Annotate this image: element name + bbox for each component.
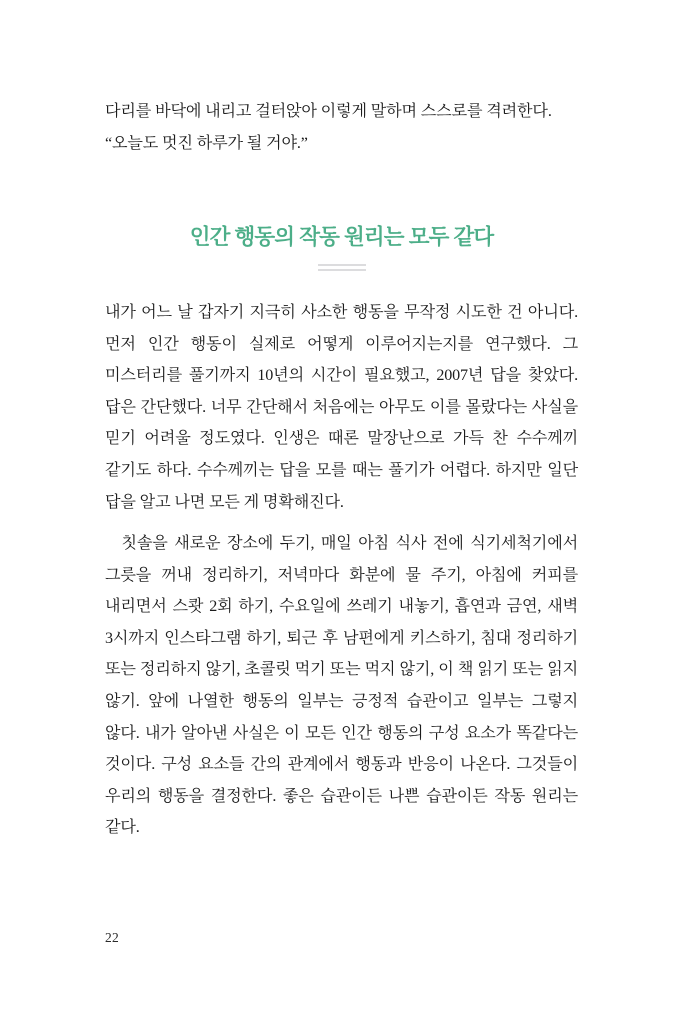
rule-line-bottom: [318, 269, 366, 271]
section-title: 인간 행동의 작동 원리는 모두 같다: [189, 225, 494, 249]
opening-paragraph: [105, 96, 578, 159]
section-heading-block: [105, 224, 578, 271]
body-paragraph-1: 내가 어느 날 갑자기 지극히 사소한 행동을 무작정 시도한 건 아니다. 먼저 인간 행동이 실제로 어떻게 이루어지는지를 연구했다. 그 미스터리를 풀기까지 10년의 시간이 필요했고, 2007년 답을 찾았다. 답은 간단했다. 너무 간단해서 처음에는 아무도 이를 몰랐다는 사실을 믿기 어려울 정도였다. 인생은 때론 말장난으로 가득 찬 수수께끼 같기도 하다. 수수께끼는 답을 모를 때는 풀기가 어렵다. 하지만 일단 답을 알고 나면 모든 게 명확해진다.: [105, 304, 578, 511]
rule-line-top: [318, 264, 366, 266]
body-block-second: [105, 528, 578, 844]
opening-paragraph-line-2: “오늘도 멋진 하루가 될 거야.”: [105, 134, 308, 152]
body-block-first: [105, 297, 578, 518]
page-number: 22: [105, 930, 119, 945]
opening-paragraph-line-1: 다리를 바닥에 내리고 걸터앉아 이렇게 말하며 스스로를 격려한다.: [105, 103, 552, 120]
double-rule-ornament-icon: [318, 264, 366, 271]
body-paragraph-2: 칫솔을 새로운 장소에 두기, 매일 아침 식사 전에 식기세척기에서 그릇을 꺼내 정리하기, 저녁마다 화분에 물 주기, 아침에 커피를 내리면서 스쾃 2회 하기, 수요일에 쓰레기 내놓기, 흡연과 금연, 새벽 3시까지 인스타그램 하기, 퇴근 후 남편에게 키스하기, 침대 정리하기 또는 정리하지 않기, 초콜릿 먹기 또는 먹지 않기, 이 책 읽기 또는 읽지 않기. 앞에 나열한 행동의 일부는 긍정적 습관이고 일부는 그렇지 않다. 내가 알아낸 사실은 이 모든 인간 행동의 구성 요소가 똑같다는 것이다. 구성 요소들 간의 관계에서 행동과 반응이 나온다. 그것들이 우리의 행동을 결정한다. 좋은 습관이든 나쁜 습관이든 작동 원리는 같다.: [105, 535, 578, 837]
